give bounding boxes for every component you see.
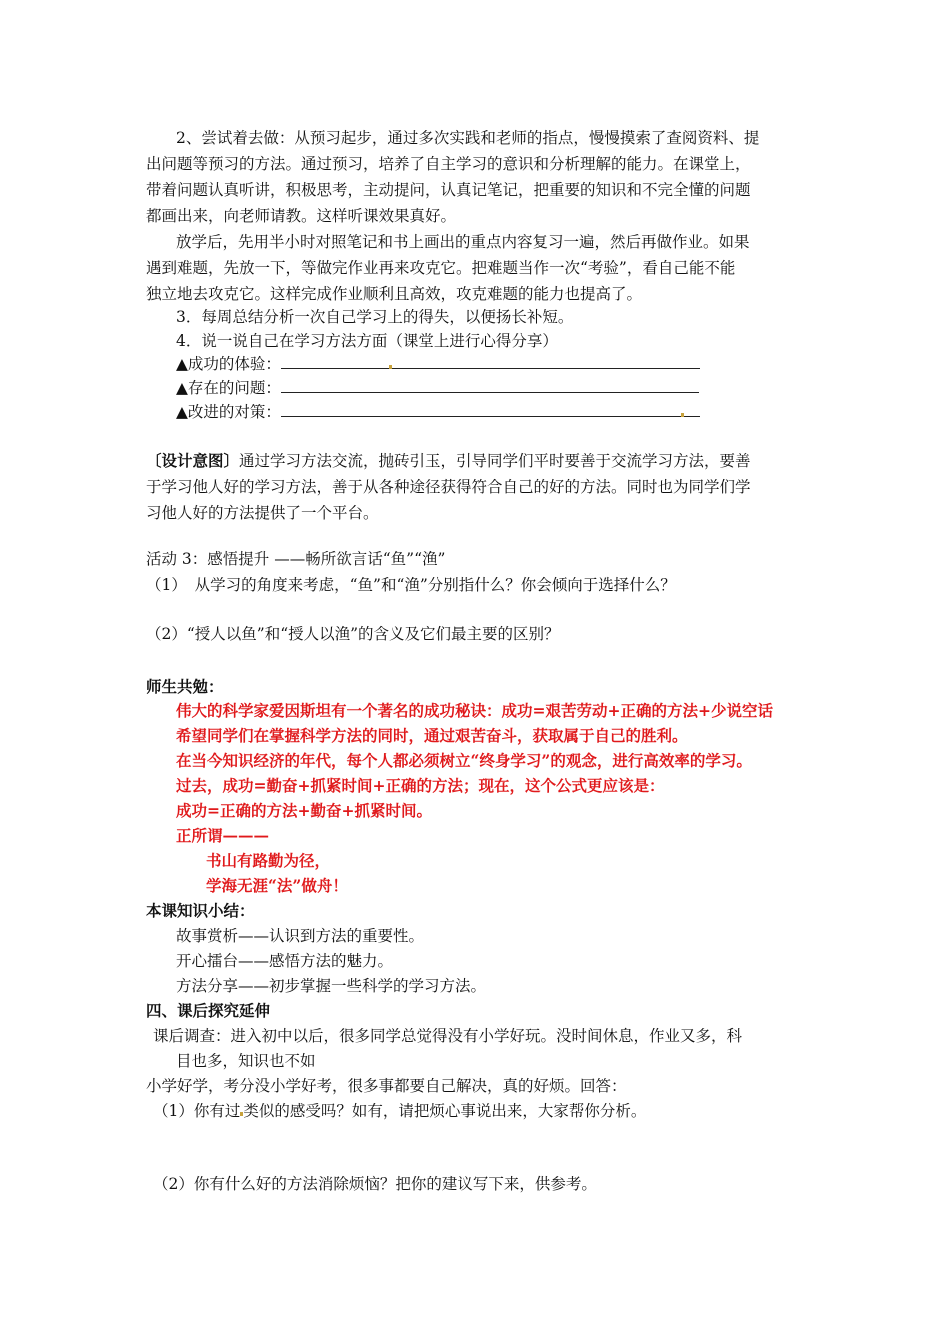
emphasis-line: 成功=正确的方法+勤奋+抓紧时间。 <box>176 801 432 820</box>
emphasis-line: 伟大的科学家爱因斯坦有一个著名的成功秘诀：成功=艰苦劳动+正确的方法+少说空话 <box>176 701 773 720</box>
answer-blank[interactable] <box>392 354 700 369</box>
summary-item: 开心擂台——感悟方法的魅力。 <box>176 952 394 970</box>
fill-label: ▲改进的对策： <box>176 403 281 421</box>
design-intent-line <box>146 450 751 472</box>
paragraph-line: 小学好学，考分没小学好考，很多事都要自己解决，真的好烦。回答： <box>146 1077 627 1095</box>
paragraph-line: 目也多，知识也不如 <box>176 1052 316 1070</box>
emphasis-line: 过去，成功=勤奋+抓紧时间+正确的方法；现在，这个公式更应该是： <box>176 776 665 795</box>
emphasis-line: 正所谓——— <box>176 826 270 845</box>
design-intent-line: 于学习他人好的学习方法，善于从各种途径获得符合自己的好的方法。同时也为同学们学 <box>146 478 751 496</box>
design-intent-text: 通过学习方法交流，抛砖引玉，引导同学们平时要善于交流学习方法，要善 <box>239 452 751 470</box>
paragraph-line: 2、尝试着去做：从预习起步，通过多次实践和老师的指点，慢慢摸索了查阅资料、提 <box>176 129 760 147</box>
design-intent-label: 〔设计意图〕 <box>146 451 240 470</box>
emphasis-line: 书山有路勤为径， <box>206 851 331 870</box>
answer-blank[interactable] <box>281 378 699 393</box>
question-text: （1）你有过 <box>153 1102 241 1120</box>
fill-in-line <box>176 401 700 423</box>
design-intent-line: 习他人好的方法提供了一个平台。 <box>146 504 379 522</box>
question <box>153 1100 646 1122</box>
list-item: 4．说一说自己在学习方法方面（课堂上进行心得分享） <box>176 332 558 350</box>
answer-blank[interactable] <box>684 402 700 417</box>
fill-label: ▲存在的问题： <box>176 379 281 397</box>
emphasis-line: 学海无涯“法”做舟！ <box>206 876 348 895</box>
summary-item: 故事赏析——认识到方法的重要性。 <box>176 927 425 945</box>
emphasis-line: 希望同学们在掌握科学方法的同时，通过艰苦奋斗，获取属于自己的胜利。 <box>176 726 688 745</box>
question-text: 类似的感受吗？如有，请把烦心事说出来，大家帮你分析。 <box>243 1102 647 1120</box>
question: （2）“授人以鱼”和“授人以渔”的含义及它们最主要的区别？ <box>146 625 560 643</box>
paragraph-line: 都画出来，向老师请教。这样听课效果真好。 <box>146 207 457 225</box>
emphasis-line: 在当今知识经济的年代，每个人都必须树立“终身学习”的观念，进行高效率的学习。 <box>176 751 752 770</box>
paragraph-line: 课后调查：进入初中以后，很多同学总觉得没有小学好玩。没时间休息，作业又多，科 <box>153 1027 743 1045</box>
answer-blank[interactable] <box>281 354 389 369</box>
section-heading: 本课知识小结： <box>146 901 255 920</box>
paragraph-line: 带着问题认真听讲，积极思考，主动提问，认真记笔记，把重要的知识和不完全懂的问题 <box>146 181 751 199</box>
fill-in-line <box>176 377 699 399</box>
answer-blank[interactable] <box>281 402 681 417</box>
question: （1） 从学习的角度来考虑，“鱼”和“渔”分别指什么？你会倾向于选择什么？ <box>146 576 676 594</box>
section-heading: 师生共勉： <box>146 677 224 696</box>
paragraph-line: 放学后，先用半小时对照笔记和书上画出的重点内容复习一遍，然后再做作业。如果 <box>176 233 750 251</box>
paragraph-line: 遇到难题，先放一下，等做完作业再来攻克它。把难题当作一次“考验”，看自己能不能 <box>146 259 736 277</box>
question: （2）你有什么好的方法消除烦恼？把你的建议写下来，供参考。 <box>153 1175 597 1193</box>
fill-in-line <box>176 353 700 375</box>
section-heading: 四、课后探究延伸 <box>146 1001 271 1020</box>
fill-label: ▲成功的体验： <box>176 355 281 373</box>
activity-title: 活动 3：感悟提升 ——畅所欲言话“鱼”“渔” <box>146 550 446 568</box>
paragraph-line: 出问题等预习的方法。通过预习，培养了自主学习的意识和分析理解的能力。在课堂上， <box>146 155 751 173</box>
list-item: 3．每周总结分析一次自己学习上的得失，以便扬长补短。 <box>176 308 574 326</box>
paragraph-line: 独立地去攻克它。这样完成作业顺利且高效，攻克难题的能力也提高了。 <box>146 285 643 303</box>
summary-item: 方法分享——初步掌握一些科学的学习方法。 <box>176 977 487 995</box>
